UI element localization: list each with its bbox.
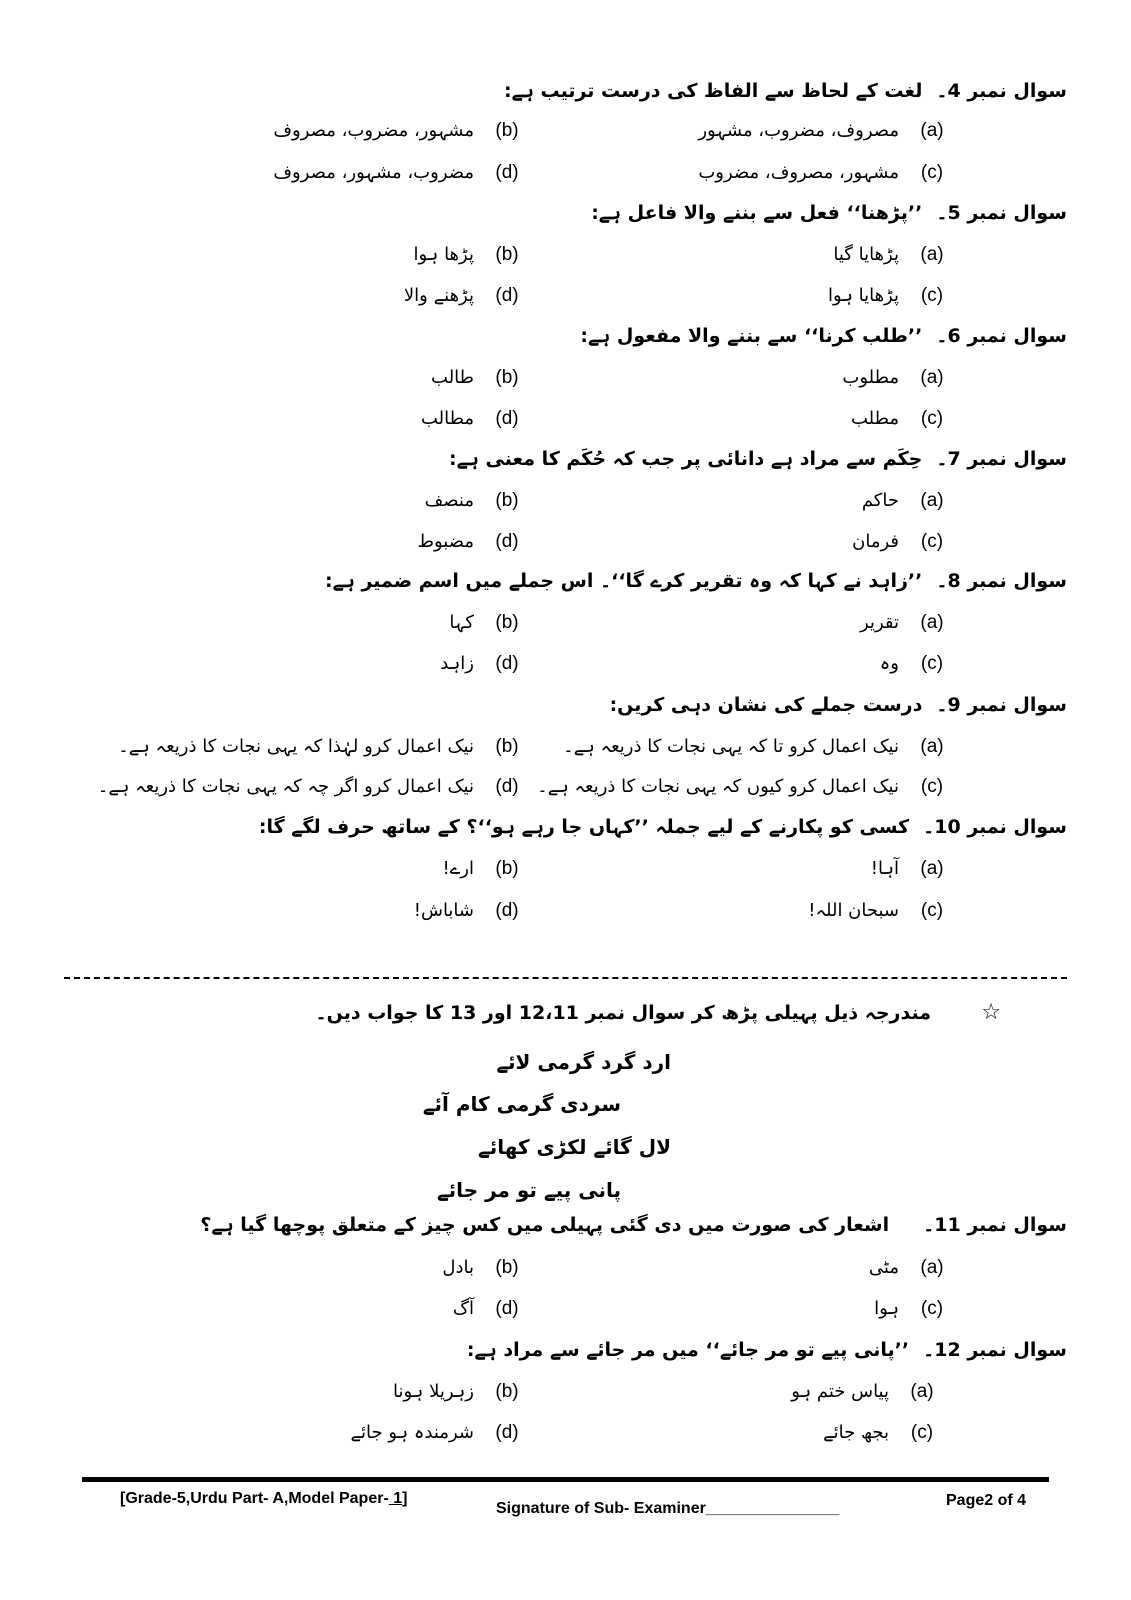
- option-text: مٹی: [868, 1257, 899, 1278]
- option-text: آہا!: [870, 858, 899, 879]
- option-label: (a): [920, 244, 944, 265]
- option-label: (b): [495, 1257, 519, 1278]
- option-label: (d): [495, 900, 519, 921]
- option-label: (d): [495, 162, 519, 183]
- option-text: مطالب: [420, 408, 474, 429]
- option-text: زاہد: [440, 653, 474, 674]
- paper-info-text: [Grade-5,Urdu Part- A,Model Paper-: [120, 1490, 389, 1507]
- option-b: [431, 367, 526, 389]
- option-label: (b): [495, 858, 519, 879]
- option-label: (c): [920, 776, 944, 797]
- option-b: [393, 1381, 526, 1403]
- option-text: پڑھنے والا: [403, 285, 474, 306]
- option-label: (c): [920, 285, 944, 306]
- option-d: [98, 776, 526, 798]
- option-text: فرمان: [852, 531, 899, 552]
- option-b: [118, 736, 526, 758]
- option-c: [823, 1422, 941, 1444]
- footer-rule: [82, 1477, 1049, 1482]
- question-number: سوال نمبر 5۔: [936, 202, 1067, 224]
- option-text: مشہور، مضروب، مصروف: [273, 120, 474, 141]
- option-label: (a): [920, 736, 944, 757]
- option-text: وہ: [879, 653, 899, 674]
- option-text: مضروب، مشہور، مصروف: [273, 162, 474, 183]
- option-text: پڑھایا گیا: [833, 244, 899, 265]
- option-label: (c): [910, 1422, 934, 1443]
- question-text: کسی کو پکارنے کے لیے جملہ ’’کہاں جا رہے ہو‘‘؟ کے ساتھ حرف لگے گا:: [258, 816, 910, 838]
- option-label: (d): [495, 653, 519, 674]
- option-label: (d): [495, 1422, 519, 1443]
- option-d: [421, 408, 526, 430]
- question-text: ’’طلب کرنا‘‘ سے بننے والا مفعول ہے:: [580, 325, 923, 347]
- option-text: مطلب: [850, 408, 899, 429]
- riddle-line: پانی پیے تو مر جائے: [436, 1178, 621, 1202]
- option-b: [442, 1257, 526, 1279]
- option-label: (a): [920, 612, 944, 633]
- option-label: (b): [495, 367, 519, 388]
- option-text: منصف: [424, 490, 474, 511]
- option-text: مطلوب: [842, 367, 899, 388]
- option-d: [273, 162, 526, 184]
- option-label: (a): [920, 367, 944, 388]
- question-7: [449, 448, 1067, 470]
- question-text: ’’زاہد نے کہا کہ وہ تقریر کرے گا‘‘۔ اس جملے میں اسم ضمیر ہے:: [325, 570, 923, 592]
- option-label: (c): [920, 1298, 944, 1319]
- question-number: سوال نمبر 11۔: [923, 1214, 1067, 1236]
- option-text: شرمندہ ہو جائے: [350, 1422, 474, 1443]
- option-label: (b): [495, 490, 519, 511]
- option-c: [852, 531, 951, 553]
- dashed-separator: [64, 977, 1067, 979]
- star-icon: ☆: [981, 1000, 1001, 1025]
- option-text: نیک اعمال کرو تا کہ یہی نجات کا ذریعہ ہے۔: [563, 736, 899, 757]
- riddle-line: ارد گرد گرمی لائے: [496, 1050, 671, 1074]
- option-a: [869, 1257, 951, 1279]
- option-label: (a): [920, 858, 944, 879]
- question-number: سوال نمبر 6۔: [936, 325, 1067, 347]
- option-label: (c): [920, 900, 944, 921]
- riddle-line: لال گائے لکڑی کھائے: [478, 1135, 671, 1159]
- question-number: سوال نمبر 10۔: [923, 816, 1067, 838]
- option-a: [871, 858, 951, 880]
- option-c: [537, 776, 951, 798]
- question-number: سوال نمبر 9۔: [936, 694, 1067, 716]
- option-label: (b): [495, 244, 519, 265]
- option-label: (d): [495, 285, 519, 306]
- option-a: [842, 367, 951, 389]
- option-b: [273, 120, 526, 142]
- option-text: سبحان اللہ!: [808, 900, 899, 921]
- option-c: [808, 900, 951, 922]
- option-d: [404, 285, 526, 307]
- option-d: [417, 531, 526, 553]
- question-12: [467, 1339, 1067, 1361]
- option-c: [874, 1298, 951, 1320]
- question-text: حِکَم سے مراد ہے دانائی پر جب کہ حُکَم کا معنی ہے:: [449, 448, 923, 470]
- option-a: [860, 612, 951, 634]
- option-text: طالب: [431, 367, 474, 388]
- question-text: ’’پڑھنا‘‘ فعل سے بننے والا فاعل ہے:: [591, 202, 923, 224]
- option-text: پڑھایا ہوا: [828, 285, 899, 306]
- question-9: [610, 694, 1067, 716]
- option-c: [880, 653, 951, 675]
- question-number: سوال نمبر 7۔: [936, 448, 1067, 470]
- option-label: (b): [495, 736, 519, 757]
- option-label: (c): [920, 408, 944, 429]
- footer-signature: Signature of Sub- Examiner_______________: [496, 1500, 840, 1517]
- option-label: (b): [495, 612, 519, 633]
- option-label: (a): [920, 120, 944, 141]
- option-text: مضبوط: [417, 531, 474, 552]
- question-5: [591, 202, 1067, 224]
- question-text: اشعار کی صورت میں دی گئی پہیلی میں کس چیز کے متعلق پوچھا گیا ہے؟: [200, 1214, 890, 1236]
- riddle-line: سردی گرمی کام آئے: [422, 1092, 621, 1116]
- question-4: [504, 80, 1067, 102]
- option-label: (c): [920, 531, 944, 552]
- option-b: [449, 612, 526, 634]
- option-d: [440, 653, 526, 675]
- question-11: [200, 1214, 1067, 1236]
- option-d: [414, 900, 526, 922]
- option-d: [350, 1422, 526, 1444]
- option-a: [698, 120, 951, 142]
- question-10: [259, 816, 1067, 838]
- riddle-instruction: مندرجہ ذیل پہیلی پڑھ کر سوال نمبر 12،11 اور 13 کا جواب دیں۔: [315, 1002, 931, 1024]
- paper-number: 1: [388, 1490, 403, 1507]
- question-number: سوال نمبر 4۔: [936, 80, 1067, 102]
- question-text: لغت کے لحاظ سے الفاظ کی درست ترتیب ہے:: [503, 80, 923, 102]
- option-label: (a): [920, 1257, 944, 1278]
- option-label: (c): [920, 653, 944, 674]
- option-c: [851, 408, 951, 430]
- option-label: (a): [910, 1381, 934, 1402]
- option-label: (d): [495, 1298, 519, 1319]
- option-text: مشہور، مصروف، مضروب: [698, 162, 899, 183]
- option-text: پڑھا ہوا: [413, 244, 474, 265]
- option-text: ارے!: [442, 858, 474, 879]
- option-c: [828, 285, 951, 307]
- question-8: [325, 570, 1067, 592]
- question-text: درست جملے کی نشان دہی کریں:: [609, 694, 923, 716]
- option-b: [425, 490, 526, 512]
- option-c: [698, 162, 951, 184]
- option-text: ہوا: [874, 1298, 899, 1319]
- option-text: آگ: [452, 1298, 474, 1319]
- option-a: [862, 490, 951, 512]
- option-text: تقریر: [860, 612, 899, 633]
- option-d: [453, 1298, 526, 1320]
- option-text: نیک اعمال کرو لہٰذا کہ یہی نجات کا ذریعہ ہے۔: [118, 736, 474, 757]
- option-a: [833, 244, 951, 266]
- footer-page-number: Page2 of 4: [946, 1492, 1027, 1509]
- question-text: ’’پانی پیے تو مر جائے‘‘ میں مر جائے سے مراد ہے:: [466, 1339, 910, 1361]
- option-text: نیک اعمال کرو اگر چہ کہ یہی نجات کا ذریعہ ہے۔: [97, 776, 474, 797]
- option-label: (b): [495, 120, 519, 141]
- option-text: بجھ جائے: [823, 1422, 889, 1443]
- option-text: پیاس ختم ہو: [791, 1381, 889, 1402]
- option-a: [563, 736, 951, 758]
- option-text: بادل: [442, 1257, 474, 1278]
- option-label: (b): [495, 1381, 519, 1402]
- footer-paper-info: [120, 1490, 407, 1508]
- option-text: نیک اعمال کرو کیوں کہ یہی نجات کا ذریعہ ہے۔: [537, 776, 899, 797]
- option-b: [414, 244, 527, 266]
- option-text: زہریلا ہونا: [393, 1381, 474, 1402]
- option-label: (a): [920, 490, 944, 511]
- question-6: [580, 325, 1067, 347]
- question-number: سوال نمبر 12۔: [923, 1339, 1067, 1361]
- option-a: [791, 1381, 941, 1403]
- option-text: حاکم: [861, 490, 899, 511]
- option-text: مصروف، مضروب، مشہور: [698, 120, 899, 141]
- question-number: سوال نمبر 8۔: [936, 570, 1067, 592]
- option-label: (d): [495, 531, 519, 552]
- option-label: (d): [495, 408, 519, 429]
- paper-info-suffix: ]: [402, 1490, 408, 1507]
- option-text: کہا: [449, 612, 474, 633]
- option-b: [443, 858, 526, 880]
- option-text: شاباش!: [413, 900, 474, 921]
- option-label: (d): [495, 776, 519, 797]
- option-label: (c): [920, 162, 944, 183]
